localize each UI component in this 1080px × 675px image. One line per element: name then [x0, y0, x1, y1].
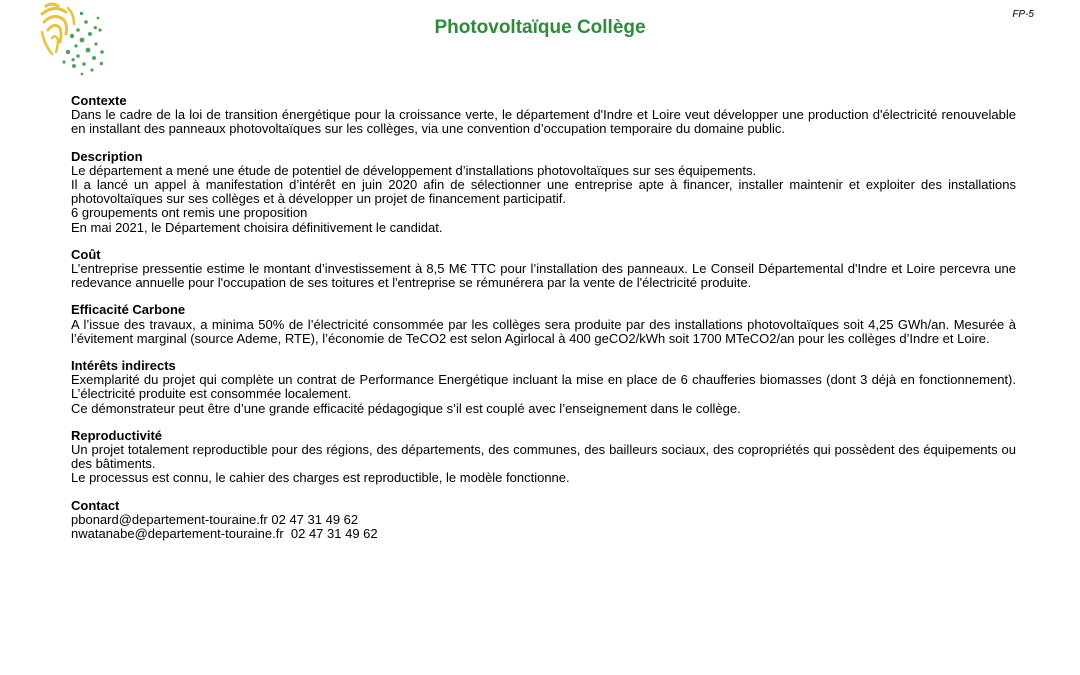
section-title: Contact: [71, 497, 120, 513]
paragraph: L’entreprise pressentie estime le montant d’investissement à 8,5 M€ TTC pour l’installation des panneaux. Le Conseil Départemental d'Indre et Loire percevra une redevance annuelle pour l'occupation de ses toitures et l'entreprise se rémunérera par la vente de l'électricité produite.: [71, 261, 1016, 291]
paragraph: En mai 2021, le Département choisira définitivement le candidat.: [71, 219, 443, 235]
section-contexte: [71, 94, 1016, 137]
paragraph: Le département a mené une étude de potentiel de développement d’installations photovoltaïques sur ses équipements.: [71, 162, 757, 178]
section-title: Reproductivité: [71, 427, 163, 443]
paragraph: Le processus est connu, le cahier des charges est reproductible, le modèle fonctionne.: [71, 470, 570, 486]
section-efficacite-carbone: [71, 303, 1016, 346]
document-body: [71, 94, 1016, 554]
contact-line: nwatanabe@departement-touraine.fr 02 47 31 49 62: [71, 526, 378, 542]
page-reference: FP-5: [1012, 9, 1034, 20]
section-title: Contexte: [71, 93, 127, 108]
section-interets-indirects: [71, 359, 1016, 416]
paragraph: Ce démonstrateur peut être d’une grande efficacité pédagogique s’il est couplé avec l’enseignement dans le collège.: [71, 400, 741, 416]
section-title: Efficacité Carbone: [71, 302, 186, 318]
paragraph: Dans le cadre de la loi de transition énergétique pour la croissance verte, le département d'Indre et Loire veut développer une production d'électricité renouvelable en installant des panneaux photovoltaïques sur les collèges, via une convention d’occupation temporaire du domaine public.: [71, 107, 1016, 137]
paragraph: Un projet totalement reproductible pour des régions, des départements, des communes, des bailleurs sociaux, des copropriétés qui possèdent des équipements ou des bâtiments.: [71, 442, 1016, 472]
paragraph: 6 groupements ont remis une proposition: [71, 205, 308, 221]
paragraph: Il a lancé un appel à manifestation d’intérêt en juin 2020 afin de sélectionner une entreprise apte à financer, installer maintenir et exploiter des installations photovoltaïques sur ses collèges et à développer un projet de financement participatif.: [71, 177, 1016, 207]
paragraph: A l’issue des travaux, a minima 50% de l’électricité consommée par les collèges sera produite par des installations photovoltaïques soit 4,25 GWh/an. Mesurée à l’évitement marginal (source Ademe, RTE), l’économie de TeCO2 est selon Agirlocal à 400 geCO2/kWh soit 1700 MTeCO2/an pour les collèges d’Indre et Loire.: [71, 316, 1016, 346]
paragraph: Exemplarité du projet qui complète un contrat de Performance Energétique incluant la mise en place de 6 chaufferies biomasses (dont 3 déjà en fonctionnement). L’électricité produite est consommée localement.: [71, 372, 1016, 402]
fingerprint-logo-icon: [38, 0, 122, 78]
section-title: Coût: [71, 246, 101, 262]
section-contact: [71, 499, 1016, 542]
section-title: Description: [71, 148, 143, 164]
page-title: Photovoltaïque Collège: [434, 17, 646, 38]
section-description: [71, 150, 1016, 235]
section-cout: [71, 248, 1016, 291]
contact-line: pbonard@departement-touraine.fr 02 47 31 49 62: [71, 511, 359, 527]
section-title: Intérêts indirects: [71, 358, 176, 374]
section-reproductivite: [71, 429, 1016, 486]
